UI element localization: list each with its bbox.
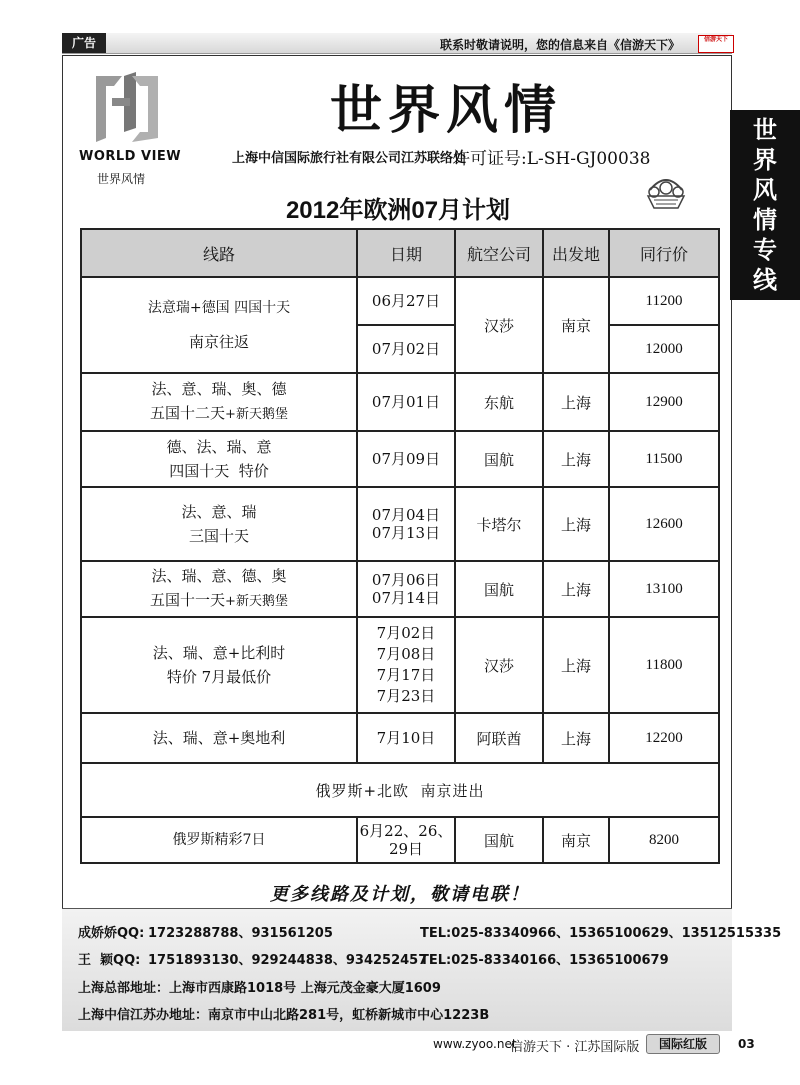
date-cell: 07月02日 — [357, 325, 455, 373]
origin-cell: 上海 — [543, 487, 609, 561]
origin-cell: 上海 — [543, 713, 609, 763]
plan-title — [0, 190, 800, 225]
company-name: 上海中信国际旅行社有限公司江苏联络处 — [232, 151, 467, 166]
date-cell — [357, 561, 455, 617]
table-row — [81, 373, 719, 431]
route-cell — [81, 617, 357, 713]
route-line: 四国十天 特价 — [169, 462, 269, 480]
route-main: 五国十二天 — [150, 404, 226, 422]
contact-2-tel: TEL:025-83340166、15365100679 — [420, 953, 669, 968]
price-cell: 12200 — [609, 713, 719, 763]
price-cell: 11500 — [609, 431, 719, 487]
russia-banner-row — [81, 763, 719, 817]
route-line: 德、法、瑞、意 — [166, 438, 272, 456]
price-cell: 13100 — [609, 561, 719, 617]
route-line: 法、瑞、意、德、奥 — [151, 567, 287, 585]
logo-chinese: 世界风情 — [97, 172, 146, 186]
origin-cell: 南京 — [543, 277, 609, 373]
side-tab-char: 专 — [753, 236, 777, 264]
price-cell: 11800 — [609, 617, 719, 713]
date-line: 07月13日 — [371, 524, 441, 542]
ad-tag: 广告 — [62, 33, 106, 53]
route-cell: 法、瑞、意+奥地利 — [81, 713, 357, 763]
price-cell: 8200 — [609, 817, 719, 863]
footer-publication: 信游天下 · 江苏国际版 — [510, 1040, 640, 1055]
price-cell: 12900 — [609, 373, 719, 431]
table-row — [81, 713, 719, 763]
origin-cell: 上海 — [543, 617, 609, 713]
route-line: 法、意、瑞 — [181, 503, 257, 521]
route-cell — [81, 373, 357, 431]
date-line: 07月06日 — [371, 571, 441, 589]
origin-cell: 上海 — [543, 431, 609, 487]
col-header-airline: 航空公司 — [455, 229, 543, 277]
route-line: 法、意、瑞、奥、德 — [151, 380, 287, 398]
brand-title: 世界风情 — [330, 80, 563, 141]
table-row — [81, 617, 719, 713]
date-cell: 7月10日 — [357, 713, 455, 763]
date-cell — [357, 487, 455, 561]
tour-plan-table — [80, 228, 720, 864]
jiangsu-office-address: 上海中信江苏办地址：南京市中山北路281号，虹桥新城市中心1223B — [78, 1008, 490, 1023]
route-cell — [81, 561, 357, 617]
airline-cell: 国航 — [455, 561, 543, 617]
route-main: 五国十一天 — [150, 591, 226, 609]
side-tab-char: 情 — [753, 206, 777, 234]
route-cell — [81, 431, 357, 487]
footer-url[interactable]: www.zyoo.net — [433, 1037, 517, 1051]
table-row — [81, 817, 719, 863]
table-row — [81, 487, 719, 561]
date-cell: 07月09日 — [357, 431, 455, 487]
hq-address: 上海总部地址：上海市西康路1018号 上海元茂金豪大厦1609 — [78, 981, 441, 996]
more-routes-note: 更多线路及计划，敬请电联！ — [270, 884, 530, 905]
contact-1-tel: TEL:025-83340966、15365100629、13512515335 — [420, 926, 782, 941]
route-line: 三国十天 — [188, 527, 249, 545]
airline-cell: 国航 — [455, 431, 543, 487]
table-row — [81, 277, 719, 325]
date-line: 29日 — [388, 840, 424, 858]
route-line: 法意瑞+德国 四国十天 — [147, 300, 291, 316]
publisher-logo: 信游天下 — [698, 35, 734, 53]
airline-cell: 卡塔尔 — [455, 487, 543, 561]
route-line — [82, 588, 356, 614]
side-tab-char: 世 — [753, 116, 777, 144]
airline-cell: 国航 — [455, 817, 543, 863]
side-tab-char: 线 — [753, 266, 777, 294]
route-line — [82, 401, 356, 427]
world-view-logo-icon — [92, 68, 162, 146]
origin-cell: 上海 — [543, 561, 609, 617]
date-line: 7月23日 — [376, 687, 436, 705]
airline-cell: 汉莎 — [455, 617, 543, 713]
table-row — [81, 431, 719, 487]
date-line: 6月22、26、 — [359, 822, 453, 840]
airline-cell: 东航 — [455, 373, 543, 431]
origin-cell: 南京 — [543, 817, 609, 863]
contact-2-qq: 1751893130、929244838、934252457 — [148, 953, 428, 968]
col-header-origin: 出发地 — [543, 229, 609, 277]
route-extra: +新天鹅堡 — [225, 407, 288, 422]
route-extra: +新天鹅堡 — [225, 594, 288, 609]
airline-cell: 阿联酋 — [455, 713, 543, 763]
route-cell — [81, 487, 357, 561]
route-cell — [81, 277, 357, 373]
date-line: 7月08日 — [376, 645, 436, 663]
route-line: 特价 7月最低价 — [166, 668, 272, 686]
route-line: 法、瑞、意+比利时 — [152, 644, 286, 662]
license-number: 许可证号:L-SH-GJ00038 — [453, 149, 651, 169]
price-cell: 12000 — [609, 325, 719, 373]
table-header-row — [81, 229, 719, 277]
date-cell — [357, 617, 455, 713]
side-tab-char: 界 — [753, 146, 777, 174]
date-cell: 06月27日 — [357, 277, 455, 325]
price-cell: 11200 — [609, 277, 719, 325]
col-header-date: 日期 — [357, 229, 455, 277]
price-cell: 12600 — [609, 487, 719, 561]
table-row — [81, 561, 719, 617]
contact-1-name: 成娇娇QQ: — [78, 926, 145, 941]
contact-1-qq: 1723288788、931561205 — [148, 926, 333, 941]
date-line: 7月17日 — [376, 666, 436, 684]
col-header-price: 同行价 — [609, 229, 719, 277]
contact-2-name: 王 颖QQ: — [78, 953, 141, 968]
date-cell — [357, 817, 455, 863]
page-number: 03 — [738, 1037, 755, 1051]
origin-cell: 上海 — [543, 373, 609, 431]
date-line: 7月02日 — [376, 624, 436, 642]
side-tab-char: 风 — [753, 176, 777, 204]
date-line: 07月04日 — [371, 506, 441, 524]
plan-title-text: 2012年欧洲07月计划 — [285, 197, 511, 224]
date-cell: 07月01日 — [357, 373, 455, 431]
logo-english: WORLD VIEW — [79, 149, 182, 164]
date-line: 07月14日 — [371, 589, 441, 607]
source-note: 联系时敬请说明，您的信息来自《信游天下》 — [440, 38, 681, 52]
airline-cell: 汉莎 — [455, 277, 543, 373]
russia-banner: 俄罗斯+北欧 南京进出 — [81, 763, 719, 817]
edition-badge: 国际红版 — [646, 1034, 720, 1054]
col-header-route: 线路 — [81, 229, 357, 277]
route-line: 南京往返 — [188, 333, 249, 351]
route-cell: 俄罗斯精彩7日 — [81, 817, 357, 863]
